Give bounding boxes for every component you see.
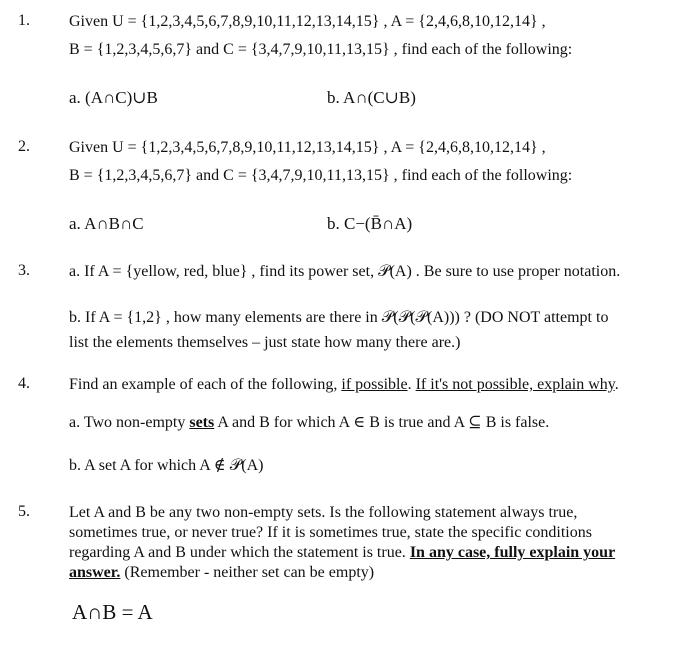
problem-5-line-1: Let A and B be any two non-empty sets. Is the following statement always true, bbox=[69, 504, 578, 521]
problem-5-emphasis-2: answer. bbox=[69, 564, 121, 581]
problem-4-intro bbox=[69, 375, 619, 395]
problem-1-part-a: a. (A∩C)∪B bbox=[69, 88, 158, 107]
problem-4-if-possible: if possible bbox=[341, 376, 408, 393]
problem-2-given-line-1: Given U = {1,2,3,4,5,6,7,8,9,10,11,12,13,14,15} , A = {2,4,6,8,10,12,14} , bbox=[69, 139, 546, 156]
problem-2-part-a: a. A∩B∩C bbox=[69, 214, 144, 233]
problem-5-line-4 bbox=[69, 563, 374, 583]
problem-5-line-2: sometimes true, or never true? If it is sometimes true, state the specific conditions bbox=[69, 524, 592, 541]
problem-1-number: 1. bbox=[18, 12, 30, 29]
problem-1-given-line-1: Given U = {1,2,3,4,5,6,7,8,9,10,11,12,13,14,15} , A = {2,4,6,8,10,12,14} , bbox=[69, 13, 546, 30]
problem-5-statement: A∩B = A bbox=[72, 600, 153, 624]
problem-4-explain-why: If it's not possible, explain why bbox=[415, 376, 615, 393]
problem-3-part-a: a. If A = {yellow, red, blue} , find its power set, 𝒫(A) . Be sure to use proper notation. bbox=[69, 263, 621, 280]
problem-1-given-line-2: B = {1,2,3,4,5,6,7} and C = {3,4,7,9,10,11,13,15} , find each of the following: bbox=[69, 41, 573, 58]
problem-4-intro-end: . bbox=[614, 376, 619, 393]
problem-2-number: 2. bbox=[18, 138, 30, 155]
problem-4-part-a bbox=[69, 413, 549, 433]
problem-5-number: 5. bbox=[18, 503, 30, 520]
problem-4-part-a-text-2: A and B for which A ∈ B is true and A ⊆ B is false. bbox=[214, 414, 550, 431]
problem-4-number: 4. bbox=[18, 375, 30, 392]
problem-5-emphasis-1: In any case, fully explain your bbox=[409, 544, 616, 561]
problem-3-number: 3. bbox=[18, 262, 30, 279]
problem-4-intro-sep: . bbox=[407, 376, 416, 393]
problem-5-line-3 bbox=[69, 543, 615, 563]
problem-3-part-b-line-2: list the elements themselves – just state how many there are.) bbox=[69, 334, 461, 351]
problem-2-part-b: b. C−(B̄∩A) bbox=[327, 214, 413, 233]
problem-1-part-b: b. A∩(C∪B) bbox=[327, 88, 416, 107]
problem-2-given-line-2: B = {1,2,3,4,5,6,7} and C = {3,4,7,9,10,11,13,15} , find each of the following: bbox=[69, 167, 573, 184]
problem-4-part-b: b. A set A for which A ∉ 𝒫(A) bbox=[69, 457, 264, 474]
problem-3-part-b-line-1: b. If A = {1,2} , how many elements are there in 𝒫(𝒫(𝒫(A))) ? (DO NOT attempt to bbox=[69, 309, 609, 326]
problem-5-line-4-text: (Remember - neither set can be empty) bbox=[120, 564, 375, 581]
problem-4-intro-text: Find an example of each of the following, bbox=[69, 376, 342, 393]
problem-4-part-a-sets: sets bbox=[189, 414, 215, 431]
problem-4-part-a-text-1: a. Two non-empty bbox=[69, 414, 190, 431]
problem-5-line-3-text: regarding A and B under which the statement is true. bbox=[69, 544, 410, 561]
